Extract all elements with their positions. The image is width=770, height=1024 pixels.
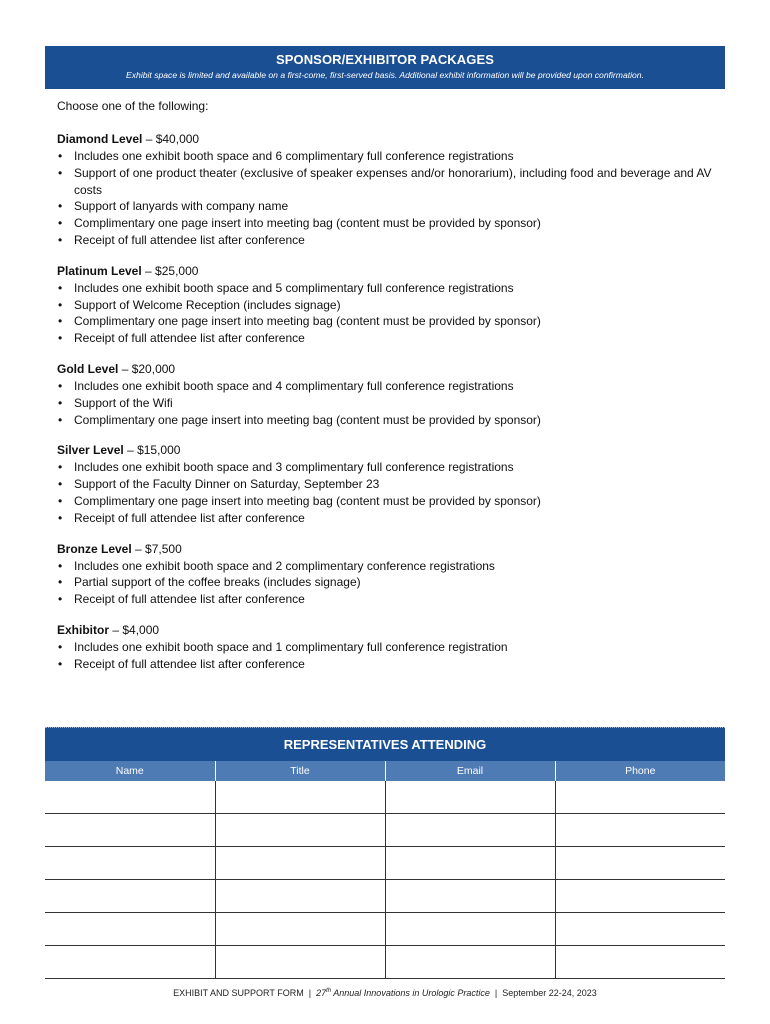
benefit-item: • Complimentary one page insert into meeting bag (content must be provided by sponsor) — [57, 493, 717, 510]
benefit-item: • Support of Welcome Reception (includes signage) — [57, 297, 717, 314]
footer-event-name: Annual Innovations in Urologic Practice — [331, 988, 490, 998]
package-heading — [57, 131, 717, 148]
benefit-item: • Partial support of the coffee breaks (includes signage) — [57, 574, 717, 591]
cell-title[interactable] — [215, 781, 385, 814]
table-row — [45, 946, 725, 979]
footer-dates: September 22-24, 2023 — [502, 988, 597, 998]
package-name: Silver Level — [57, 443, 124, 458]
benefit-item: • Receipt of full attendee list after conference — [57, 330, 717, 347]
package-name: Gold Level — [57, 361, 119, 376]
representatives-title: REPRESENTATIVES ATTENDING — [45, 727, 725, 761]
package-price: – $15,000 — [127, 443, 181, 458]
table-row — [45, 913, 725, 946]
package-benefits — [57, 378, 717, 428]
benefit-item: • Receipt of full attendee list after conference — [57, 232, 717, 249]
cell-phone[interactable] — [555, 880, 725, 913]
footer-edition-suffix: th — [326, 988, 332, 994]
benefit-item: • Includes one exhibit booth space and 1 complimentary full conference registration — [57, 639, 717, 656]
cell-email[interactable] — [385, 814, 555, 847]
footer-form-name: EXHIBIT AND SUPPORT FORM — [173, 988, 304, 998]
package-heading — [57, 361, 717, 378]
cell-name[interactable] — [45, 847, 215, 880]
benefit-item: • Support of the Faculty Dinner on Saturday, September 23 — [57, 476, 717, 493]
column-header-name: Name — [45, 761, 215, 781]
package-price: – $7,500 — [135, 541, 182, 556]
benefit-item: • Complimentary one page insert into meeting bag (content must be provided by sponsor) — [57, 412, 717, 429]
cell-phone[interactable] — [555, 781, 725, 814]
column-header-phone: Phone — [555, 761, 725, 781]
benefit-item: • Receipt of full attendee list after conference — [57, 656, 717, 673]
column-header-email: Email — [385, 761, 555, 781]
cell-phone[interactable] — [555, 913, 725, 946]
benefit-item: • Includes one exhibit booth space and 4 complimentary full conference registrations — [57, 378, 717, 395]
package-benefits — [57, 280, 717, 347]
package-name: Bronze Level — [57, 541, 132, 556]
cell-email[interactable] — [385, 880, 555, 913]
package-benefits — [57, 148, 717, 249]
package-block — [57, 541, 717, 608]
footer-event — [316, 988, 490, 998]
packages-content — [57, 98, 717, 687]
package-heading — [57, 541, 717, 558]
cell-name[interactable] — [45, 781, 215, 814]
cell-phone[interactable] — [555, 946, 725, 979]
cell-name[interactable] — [45, 913, 215, 946]
representatives-section — [45, 727, 725, 979]
section-banner — [45, 46, 725, 89]
benefit-item: • Support of lanyards with company name — [57, 198, 717, 215]
benefit-item: • Complimentary one page insert into meeting bag (content must be provided by sponsor) — [57, 313, 717, 330]
footer-separator: | — [308, 988, 312, 998]
cell-title[interactable] — [215, 847, 385, 880]
cell-email[interactable] — [385, 913, 555, 946]
package-block — [57, 442, 717, 526]
benefit-item: • Includes one exhibit booth space and 3 complimentary full conference registrations — [57, 459, 717, 476]
table-row — [45, 781, 725, 814]
benefit-item: • Complimentary one page insert into meeting bag (content must be provided by sponsor) — [57, 215, 717, 232]
representatives-table — [45, 761, 725, 979]
table-header-row — [45, 761, 725, 781]
footer-edition-number: 27 — [316, 988, 327, 998]
benefit-item: • Support of one product theater (exclusive of speaker expenses and/or honorarium), including food and beverage and AV costs — [57, 165, 717, 199]
table-row — [45, 814, 725, 847]
cell-phone[interactable] — [555, 847, 725, 880]
section-subtitle: Exhibit space is limited and available on a first-come, first-served basis. Additional exhibit information will be provided upon confirmation. — [126, 70, 644, 80]
section-title: SPONSOR/EXHIBITOR PACKAGES — [275, 52, 495, 67]
cell-name[interactable] — [45, 814, 215, 847]
page-footer — [0, 988, 770, 998]
package-price: – $4,000 — [112, 622, 160, 637]
column-header-title: Title — [215, 761, 385, 781]
benefit-item: • Receipt of full attendee list after conference — [57, 510, 717, 527]
package-heading — [57, 622, 717, 639]
package-block — [57, 263, 717, 347]
footer-separator: | — [494, 988, 498, 998]
intro-text: Choose one of the following: — [57, 99, 209, 113]
package-benefits — [57, 558, 717, 608]
cell-email[interactable] — [385, 946, 555, 979]
package-heading — [57, 263, 717, 280]
package-name: Diamond Level — [57, 132, 143, 146]
cell-title[interactable] — [215, 913, 385, 946]
package-name: Platinum Level — [57, 263, 142, 278]
package-block — [57, 361, 717, 428]
benefit-item: • Receipt of full attendee list after conference — [57, 591, 717, 608]
package-block — [57, 131, 717, 249]
package-benefits — [57, 639, 717, 673]
cell-email[interactable] — [385, 781, 555, 814]
package-price: – $40,000 — [145, 132, 200, 146]
package-price: – $25,000 — [145, 263, 199, 278]
package-block — [57, 622, 717, 673]
cell-phone[interactable] — [555, 814, 725, 847]
cell-title[interactable] — [215, 814, 385, 847]
package-name: Exhibitor — [57, 622, 110, 637]
benefit-item: • Includes one exhibit booth space and 6 complimentary full conference registrations — [57, 148, 717, 165]
cell-email[interactable] — [385, 847, 555, 880]
benefit-item: • Includes one exhibit booth space and 2 complimentary conference registrations — [57, 558, 717, 575]
cell-title[interactable] — [215, 880, 385, 913]
cell-title[interactable] — [215, 946, 385, 979]
table-row — [45, 847, 725, 880]
cell-name[interactable] — [45, 946, 215, 979]
package-heading — [57, 442, 717, 459]
cell-name[interactable] — [45, 880, 215, 913]
package-list — [57, 131, 717, 673]
table-row — [45, 880, 725, 913]
benefit-item: • Support of the Wifi — [57, 395, 717, 412]
benefit-item: • Includes one exhibit booth space and 5 complimentary full conference registrations — [57, 280, 717, 297]
package-price: – $20,000 — [121, 361, 176, 376]
package-benefits — [57, 459, 717, 526]
